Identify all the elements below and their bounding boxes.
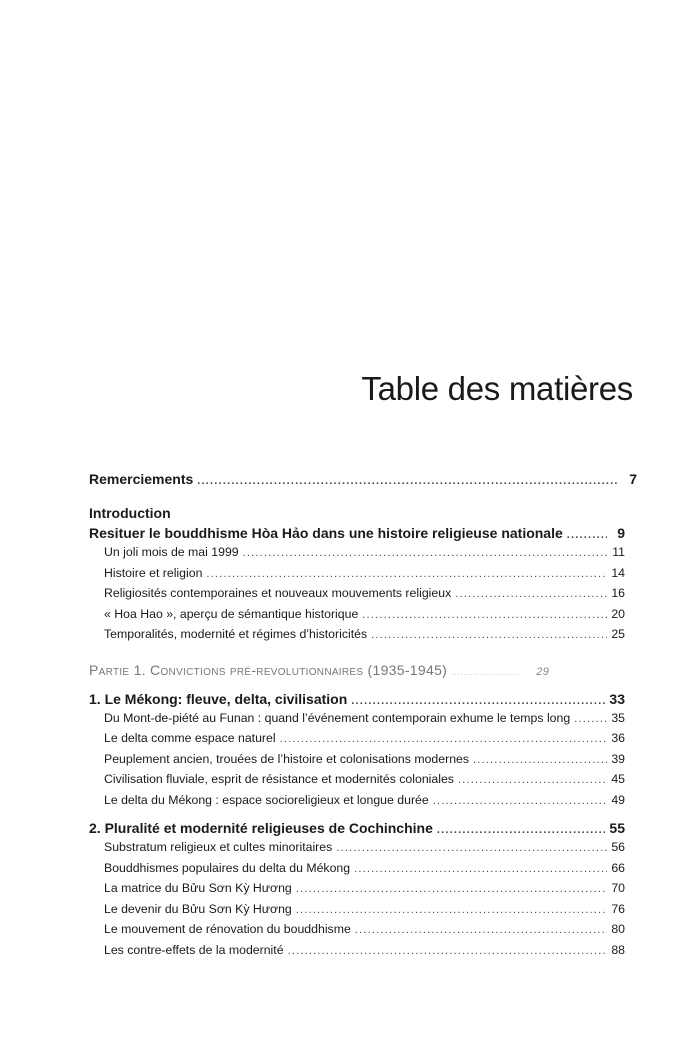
toc-entry-page: 25 (611, 627, 625, 641)
toc-entry-title: Partie 1. Convictions pré-revolutionnaires (1935-1945) (89, 661, 448, 678)
toc-entry-title: « Hoa Hao », aperçu de sémantique historique (104, 606, 359, 621)
toc-entry-page: 35 (611, 710, 625, 725)
toc-entry-page: 29 (536, 665, 550, 678)
toc-entry-page: 88 (611, 942, 625, 957)
toc-entry-title: Le mouvement de rénovation du bouddhisme (104, 922, 351, 936)
toc-entry-page: 11 (612, 545, 625, 559)
dot-leader (574, 713, 607, 725)
toc-entry-title: Remerciements (89, 471, 194, 487)
toc-entry-title: Religiosités contemporaines et nouveaux mouvements religieux (104, 586, 452, 600)
toc-entry (89, 691, 625, 711)
dot-leader (567, 529, 607, 541)
dot-leader (296, 883, 607, 895)
dot-leader (433, 795, 607, 807)
toc-entry (89, 793, 625, 814)
toc-entry (89, 922, 625, 943)
dot-leader (455, 588, 607, 600)
table-of-contents (89, 471, 637, 963)
toc-entry-page: 70 (611, 881, 625, 895)
dot-leader (243, 547, 607, 559)
toc-entry-page: 39 (611, 751, 625, 766)
toc-entry (89, 731, 625, 752)
toc-entry-title: Les contre-effets de la modernité (104, 942, 284, 957)
toc-entry-title: Bouddhismes populaires du delta du Mékong (104, 860, 351, 875)
dot-leader (351, 695, 605, 707)
dot-leader (458, 774, 607, 786)
toc-entry-page: 80 (611, 922, 625, 936)
toc-entry (89, 471, 637, 491)
toc-entry-title: 1. Le Mékong: fleuve, delta, civilisation (89, 690, 348, 707)
toc-entry (89, 525, 625, 545)
toc-entry (89, 772, 625, 793)
toc-entry (89, 566, 625, 587)
toc-entry-page: 7 (629, 471, 637, 487)
toc-entry-title: Introduction (89, 505, 171, 521)
dot-leader (362, 609, 607, 621)
toc-entry (89, 902, 625, 923)
toc-entry-title: Civilisation fluviale, esprit de résistance et modernités coloniales (104, 772, 454, 786)
toc-entry (89, 840, 625, 861)
toc-entry (89, 861, 625, 882)
toc-entry-title: Du Mont-de-piété au Funan : quand l’événement contemporain exhume le temps long (104, 710, 571, 725)
dot-leader (437, 824, 606, 836)
toc-entry-page: 49 (611, 792, 625, 807)
toc-entry (89, 820, 625, 840)
toc-entry-title: Le delta comme espace naturel (104, 731, 276, 745)
dot-leader (355, 924, 607, 936)
toc-entry-page: 9 (617, 525, 625, 541)
toc-entry-title: Le delta du Mékong : espace socioreligieux et longue durée (104, 792, 429, 807)
toc-entry-page: 16 (611, 586, 625, 600)
toc-entry-page: 45 (611, 772, 625, 786)
toc-entry-title: Un joli mois de mai 1999 (104, 545, 239, 559)
dot-leader (288, 945, 607, 957)
dot-leader (473, 754, 607, 766)
toc-entry (89, 545, 625, 566)
toc-entry (89, 711, 625, 732)
toc-entry-page: 56 (611, 840, 625, 854)
toc-entry-page: 66 (611, 860, 625, 875)
toc-entry-title: La matrice du Bửu Sơn Kỳ Hương (104, 881, 292, 895)
toc-entry (89, 881, 625, 902)
toc-entry-title: Substratum religieux et cultes minoritaires (104, 840, 333, 854)
toc-entry (89, 607, 625, 628)
toc-entry-page: 14 (611, 565, 625, 580)
toc-entry-title: Peuplement ancien, trouées de l’histoire et colonisations modernes (104, 751, 470, 766)
toc-entry-page: 33 (609, 690, 625, 707)
toc-entry (89, 586, 625, 607)
dot-leader (336, 842, 607, 854)
toc-entry (89, 752, 625, 773)
toc-entry-title: Le devenir du Bửu Sơn Kỳ Hương (104, 901, 292, 916)
page-title: Table des matières (361, 370, 633, 407)
dot-leader (451, 670, 521, 677)
dot-leader (197, 475, 619, 487)
dot-leader (206, 568, 607, 580)
toc-entry-title: 2. Pluralité et modernité religieuses de Cochinchine (89, 820, 433, 836)
toc-entry-page: 20 (611, 606, 625, 621)
toc-entry-page: 36 (611, 731, 625, 745)
toc-entry-title: Temporalités, modernité et régimes d’historicités (104, 627, 368, 641)
dot-leader (354, 863, 607, 875)
dot-leader (371, 629, 607, 641)
toc-entry (89, 627, 625, 648)
toc-entry-page: 76 (611, 901, 625, 916)
toc-entry-title: Histoire et religion (104, 565, 203, 580)
dot-leader (296, 904, 607, 916)
toc-entry-title: Resituer le bouddhisme Hòa Hảo dans une histoire religieuse nationale (89, 525, 563, 541)
toc-entry (89, 943, 625, 964)
toc-entry (89, 505, 625, 525)
dot-leader (280, 733, 607, 745)
toc-entry-page: 55 (609, 820, 625, 836)
toc-entry (89, 662, 625, 684)
